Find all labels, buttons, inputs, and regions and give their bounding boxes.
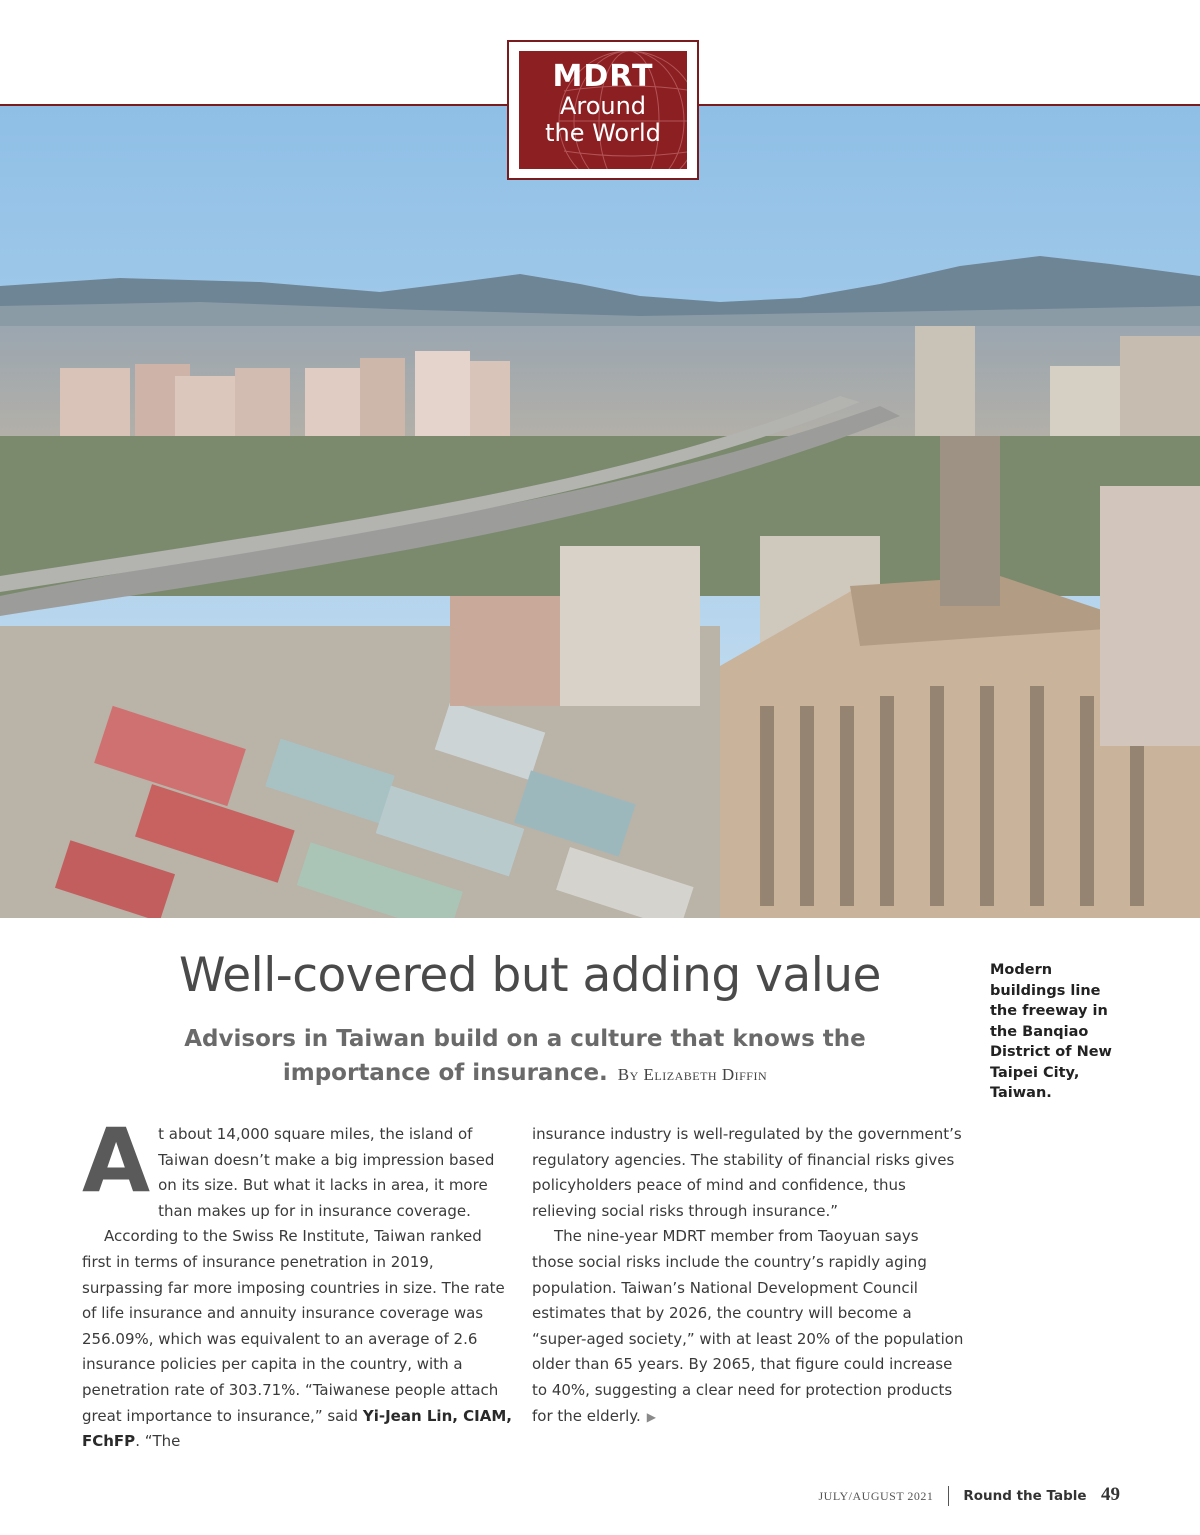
end-triangle-icon: ▶ <box>646 1409 656 1424</box>
photo-caption: Modern buildings line the freeway in the Banqiao District of New Taipei City, Taiwan. <box>990 962 1112 1101</box>
paragraph-4 <box>532 1224 964 1430</box>
article-column-right <box>532 1122 964 1430</box>
page-number: 49 <box>1101 1484 1120 1505</box>
paragraph-2 <box>82 1224 514 1454</box>
paragraph-4-text: The nine-year MDRT member from Taoyuan says those social risks include the country’s rapidly aging population. Taiwan’s National Development Council estimates that by 2026, the country will become a “super-aged society,” with at least 20% of the population older than 65 years. By 2065, that figure could increase to 40%, suggesting a clear need for protection products for the elderly. <box>532 1227 964 1425</box>
article-deck <box>130 1022 920 1092</box>
drop-cap: A <box>82 1109 151 1212</box>
magazine-name: Round the Table <box>963 1488 1087 1504</box>
article-column-left <box>82 1109 514 1455</box>
issue-date: JULY/AUGUST 2021 <box>818 1489 934 1503</box>
paragraph-1 <box>82 1109 514 1224</box>
paragraph-3: insurance industry is well-regulated by the government’s regulatory agencies. The stability of financial risks gives policyholders peace of mind and confidence, thus relieving social risks through insurance.” <box>532 1125 962 1220</box>
cityscape-illustration <box>0 106 1200 918</box>
section-badge <box>519 51 687 169</box>
paragraph-1-text: t about 14,000 square miles, the island of Taiwan doesn’t make a big impression based on its size. But what it lacks in area, it more than makes up for in insurance coverage. <box>158 1125 495 1220</box>
article-headline: Well-covered but adding value <box>179 948 881 1003</box>
page-footer <box>760 1484 1120 1508</box>
cityscape-photo <box>0 106 1200 918</box>
paragraph-2-text: According to the Swiss Re Institute, Taiwan ranked first in terms of insurance penetration in 2019, surpassing far more imposing countries in size. The rate of life insurance and annuity insurance coverage was 256.09%, which was equivalent to an average of 2.6 insurance policies per capita in the country, with a penetration rate of 303.71%. “Taiwanese people attach great importance to insurance,” said <box>82 1227 505 1425</box>
footer-divider <box>948 1486 949 1506</box>
byline: By Elizabeth Diffin <box>617 1065 768 1084</box>
badge-title: MDRT <box>552 59 654 94</box>
badge-subtitle-line1: Around <box>559 92 647 120</box>
deck-text: Advisors in Taiwan build on a culture that knows the importance of insurance. <box>184 1026 866 1086</box>
paragraph-2-tail: . “The <box>135 1432 181 1451</box>
badge-subtitle-line2: the World <box>545 119 661 147</box>
quoted-name: Yi-Jean Lin, CIAM, FChFP <box>82 1406 512 1451</box>
